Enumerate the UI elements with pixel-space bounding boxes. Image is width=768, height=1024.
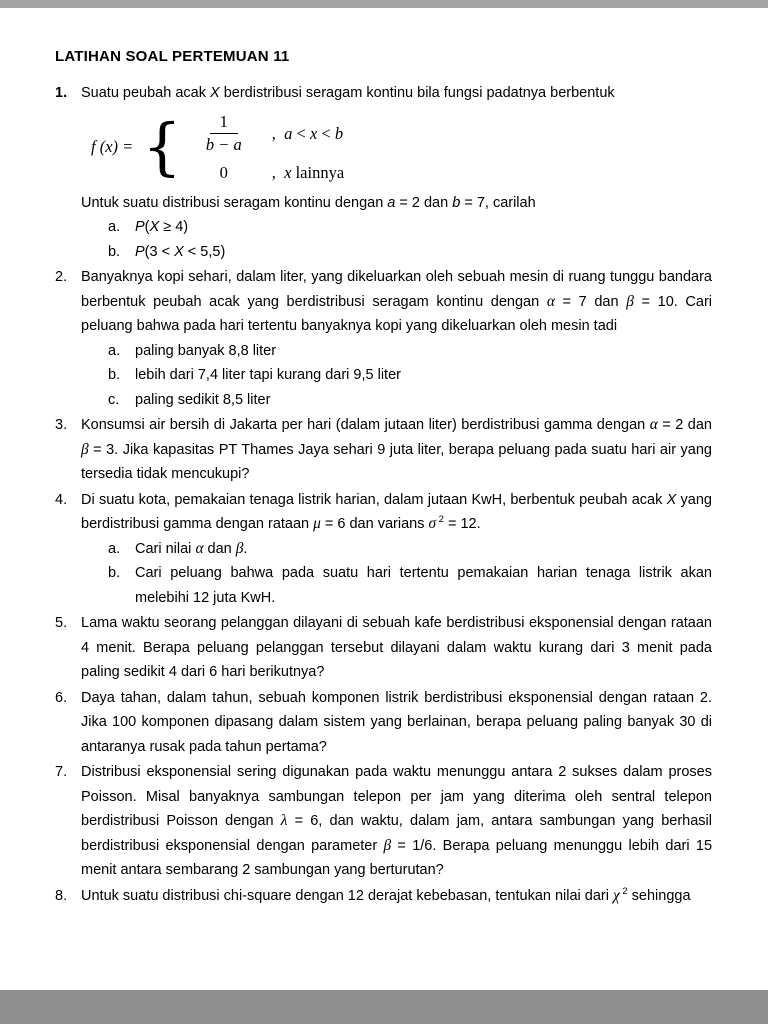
problem-text: Di suatu kota, pemakaian tenaga listrik harian, dalam jutaan KwH, berbentuk peubah acak X yang berdistribusi gamma dengan rataan μ = 6 dan varians σ $^2$ = 12.: [81, 491, 712, 533]
fraction-denominator: b − a: [205, 135, 242, 155]
problem-body: [81, 413, 712, 487]
subitem-label: b.: [108, 367, 121, 384]
subitem-list: [81, 215, 712, 264]
problem-number: 7.: [55, 764, 68, 781]
formula-lhs: f (x) =: [91, 137, 134, 157]
subitem-list: [81, 537, 712, 611]
subitem-text: paling sedikit 8,5 liter: [135, 391, 271, 408]
problem-number: 3.: [55, 417, 68, 434]
subitem-text: lebih dari 7,4 liter tapi kurang dari 9,5 liter: [135, 367, 401, 384]
problem-2: [55, 265, 712, 412]
subitem-label: b.: [108, 565, 121, 582]
subitem-list: [81, 339, 712, 413]
viewer-bottom-bar: [0, 990, 768, 1024]
subitem-text: Cari peluang bahwa pada suatu hari tertentu pemakaian harian tenaga listrik akan melebihi 12 juta KwH.: [135, 565, 712, 606]
problem-body: [81, 760, 712, 883]
piecewise-density-formula: [91, 112, 712, 183]
viewer-top-bar: [0, 0, 768, 8]
problem-number: 4.: [55, 491, 68, 508]
page-title: LATIHAN SOAL PERTEMUAN 11: [55, 48, 290, 65]
subitem-label: b.: [108, 243, 121, 260]
subitem-text: Cari nilai α dan β.: [135, 539, 248, 557]
subitem-label: a.: [108, 219, 121, 236]
problem-text: Lama waktu seorang pelanggan dilayani di sebuah kafe berdistribusi eksponensial dengan rataan 4 menit. Berapa peluang pelanggan tersebut dilayani dalam waktu kurang dari 3 menit pada paling sedikit 4 dari 6 hari berikutnya?: [81, 615, 712, 681]
formula-case-1: [186, 112, 344, 156]
problem-body: [81, 488, 712, 611]
subitem-text: P(3 < X < 5,5): [135, 243, 226, 260]
problem-6: [55, 686, 712, 760]
problem-text: Untuk suatu distribusi chi-square dengan 12 derajat kebebasan, tentukan nilai dari χ $^2$ sehingga: [81, 884, 691, 904]
problem-number: 5.: [55, 615, 68, 632]
problem-8: [55, 884, 712, 909]
problem-number: 6.: [55, 689, 68, 706]
formula-case-2: [186, 163, 344, 183]
subitem-text: P(X ≥ 4): [135, 219, 189, 236]
subitem-b: [108, 363, 712, 388]
problem-text: Banyaknya kopi sehari, dalam liter, yang dikeluarkan oleh sebuah mesin di ruang tunggu bandara berbentuk peubah acak yang berdistribusi seragam kontinu dengan α = 7 dan β = 10. Cari peluang bahwa pada hari tertentu banyaknya kopi yang dikeluarkan oleh mesin tadi: [81, 269, 713, 335]
subitem-text: paling banyak 8,8 liter: [135, 342, 277, 359]
subitem-label: c.: [108, 391, 120, 408]
problem-post-text: Untuk suatu distribusi seragam kontinu dengan a = 2 dan b = 7, carilah: [81, 194, 536, 211]
problem-7: [55, 760, 712, 883]
formula-condition-2: , x lainnya: [271, 162, 345, 182]
curly-brace: {: [142, 110, 182, 184]
document-page: [0, 8, 768, 909]
problem-5: [55, 611, 712, 685]
subitem-label: a.: [108, 540, 121, 557]
problem-number: 2.: [55, 269, 68, 286]
subitem-b: [108, 240, 712, 265]
subitem-c: [108, 388, 712, 413]
subitem-label: a.: [108, 342, 121, 359]
subitem-b: [108, 561, 712, 610]
problem-body: [81, 265, 712, 412]
problem-3: [55, 413, 712, 487]
problem-body: [81, 81, 712, 264]
formula-cases: [186, 112, 344, 183]
subitem-a: [108, 537, 712, 562]
fraction-numerator: 1: [210, 112, 238, 135]
problem-text: Distribusi eksponensial sering digunakan pada waktu menunggu antara 2 sukses dalam proses Poisson. Misal banyaknya sambungan telepon per jam yang diterima oleh sentral telepon berdistribusi Poisson dengan λ = 6, dan waktu, dalam jam, antara sambungan yang berhasil berdistribusi eksponensial dengan parameter β = 1/6. Berapa peluang menunggu lebih dari 15 menit antara sembarang 2 sambungan yang berturutan?: [81, 764, 713, 879]
formula-fraction: [186, 112, 262, 156]
formula-zero: 0: [219, 162, 228, 182]
subitem-a: [108, 339, 712, 364]
problem-number: 1.: [55, 85, 68, 101]
subitem-a: [108, 215, 712, 240]
problem-body: [81, 884, 712, 909]
problem-text: Suatu peubah acak X berdistribusi seragam kontinu bila fungsi padatnya berbentuk: [81, 85, 615, 101]
problem-1: [55, 81, 712, 264]
formula-condition-1: , a < x < b: [271, 123, 344, 143]
problem-text: Daya tahan, dalam tahun, sebuah komponen listrik berdistribusi eksponensial dengan rataan 2. Jika 100 komponen dipasang dalam sistem yang berlainan, berapa peluang paling banyak 30 di antaranya rusak pada tahun pertama?: [81, 689, 712, 755]
problem-body: [81, 611, 712, 685]
problem-body: [81, 686, 712, 760]
problem-number: 8.: [55, 887, 68, 904]
problem-text: Konsumsi air bersih di Jakarta per hari (dalam jutaan liter) berdistribusi gamma dengan α = 2 dan β = 3. Jika kapasitas PT Thames Jaya sehari 9 juta liter, berapa peluang pada suatu hari air yang tersedia tidak mencukupi?: [81, 416, 712, 483]
problem-4: [55, 488, 712, 611]
problem-list: [55, 81, 712, 908]
